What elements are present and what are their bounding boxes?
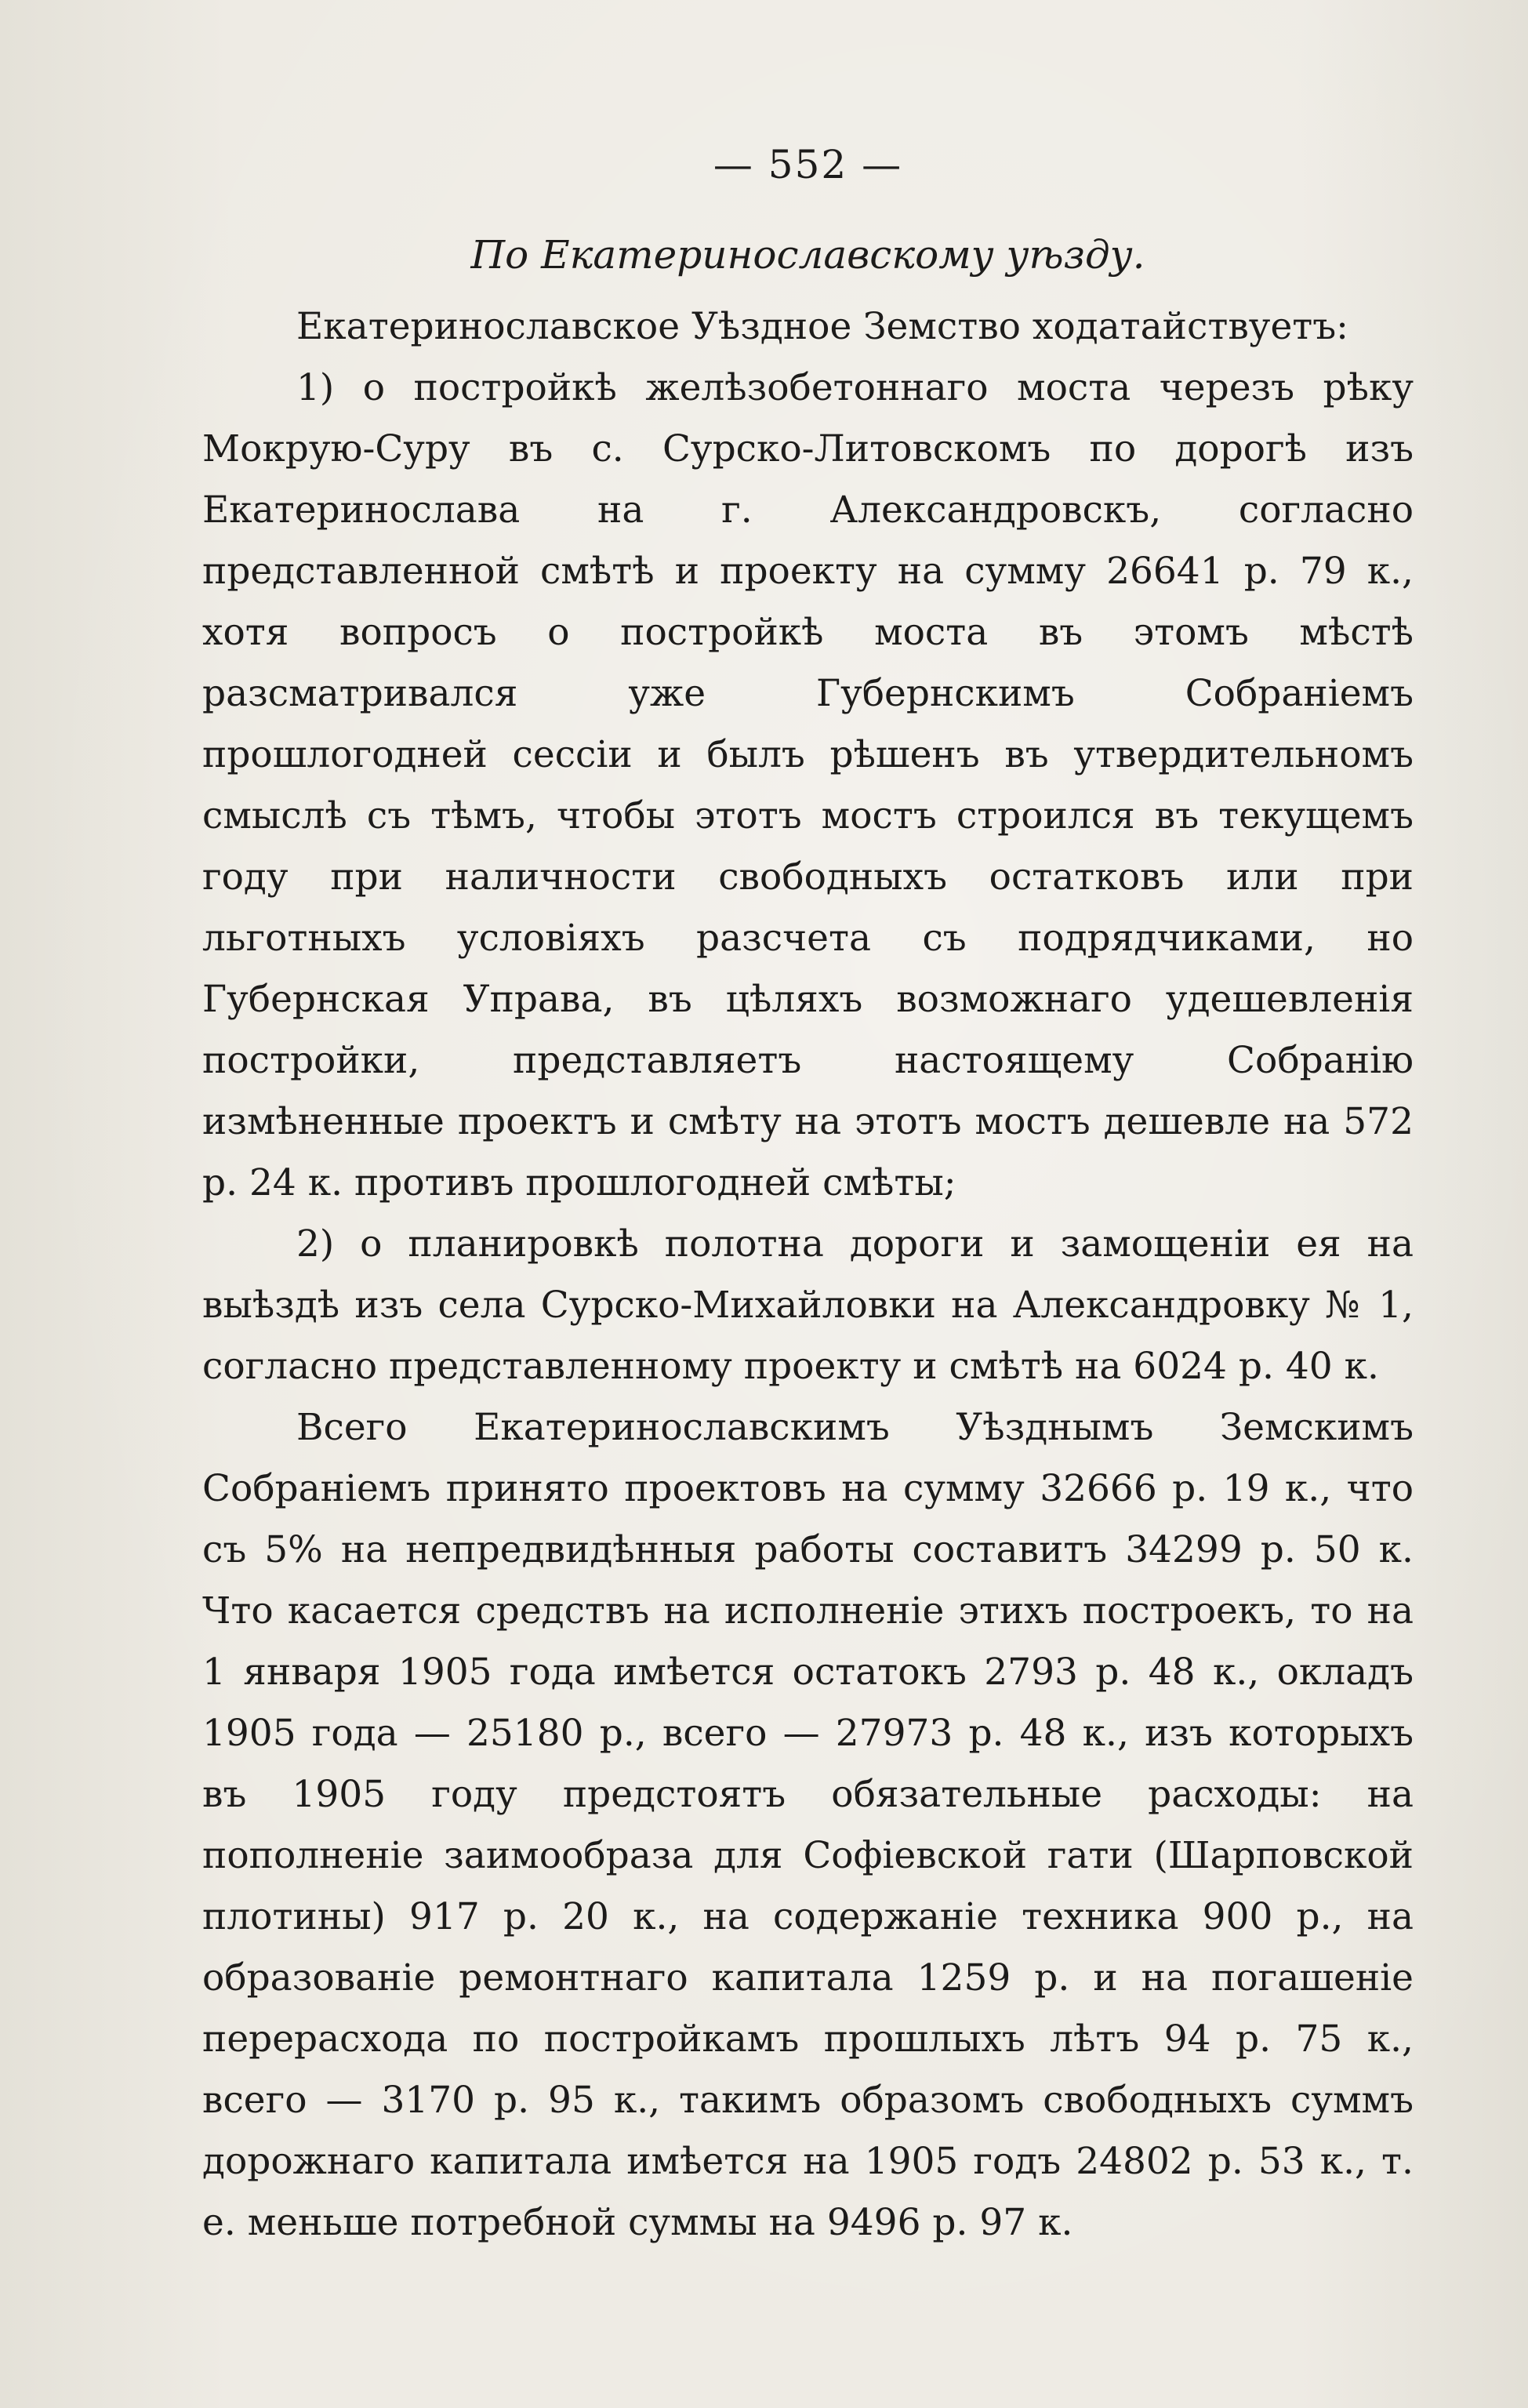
page-number: — 552 — xyxy=(713,142,903,187)
paragraph-summary: Всего Екатеринославскимъ Уѣзднымъ Земскимъ Собраніемъ принято проектовъ на сумму 32666 р. 19 к., что съ 5% на непредвидѣнныя работы составитъ 34299 р. 50 к. Что касается средствъ на исполненіе этихъ построекъ, то на 1 января 1905 года имѣется остатокъ 2793 р. 48 к., окладъ 1905 года — 25180 р., всего — 27973 р. 48 к., изъ которыхъ въ 1905 году предстоятъ обязательные расходы: на пополненіе заимообраза для Софіевской гати (Шарповской плотины) 917 р. 20 к., на содержаніе техника 900 р., на образованіе ремонтнаго капитала 1259 р. и на погашеніе перерасхода по постройкамъ прошлыхъ лѣтъ 94 р. 75 к., всего — 3170 р. 95 к., такимъ образомъ свободныхъ суммъ дорожнаго капитала имѣется на 1905 годъ 24802 р. 53 к., т. е. меньше потребной суммы на 9496 р. 97 к. xyxy=(202,1406,1414,2244)
page-text-block xyxy=(202,137,1414,2254)
paragraph-intro: Екатеринославское Уѣздное Земство ходатайствуетъ: xyxy=(296,305,1349,348)
section-title: По Екатеринославскому уѣзду. xyxy=(470,232,1145,278)
paragraph-item-2: 2) о планировкѣ полотна дороги и замощеніи ея на выѣздѣ изъ села Сурско-Михайловки на Александровку № 1, согласно представленному проекту и смѣтѣ на 6024 р. 40 к. xyxy=(202,1222,1414,1388)
paragraph-item-1: 1) о постройкѣ желѣзобетоннаго моста черезъ рѣку Мокрую-Суру въ с. Сурско-Литовскомъ по дорогѣ изъ Екатеринослава на г. Александровскъ, согласно представленной смѣтѣ и проекту на сумму 26641 р. 79 к., хотя вопросъ о постройкѣ моста въ этомъ мѣстѣ разсматривался уже Губернскимъ Собраніемъ прошлогодней сессіи и былъ рѣшенъ въ утвердительномъ смыслѣ съ тѣмъ, чтобы этотъ мостъ строился въ текущемъ году при наличности свободныхъ остатковъ или при льготныхъ условіяхъ разсчета съ подрядчиками, но Губернская Управа, въ цѣляхъ возможнаго удешевленія постройки, представляетъ настоящему Собранію измѣненные проектъ и смѣту на этотъ мостъ дешевле на 572 р. 24 к. противъ прошлогодней смѣты; xyxy=(202,366,1414,1204)
